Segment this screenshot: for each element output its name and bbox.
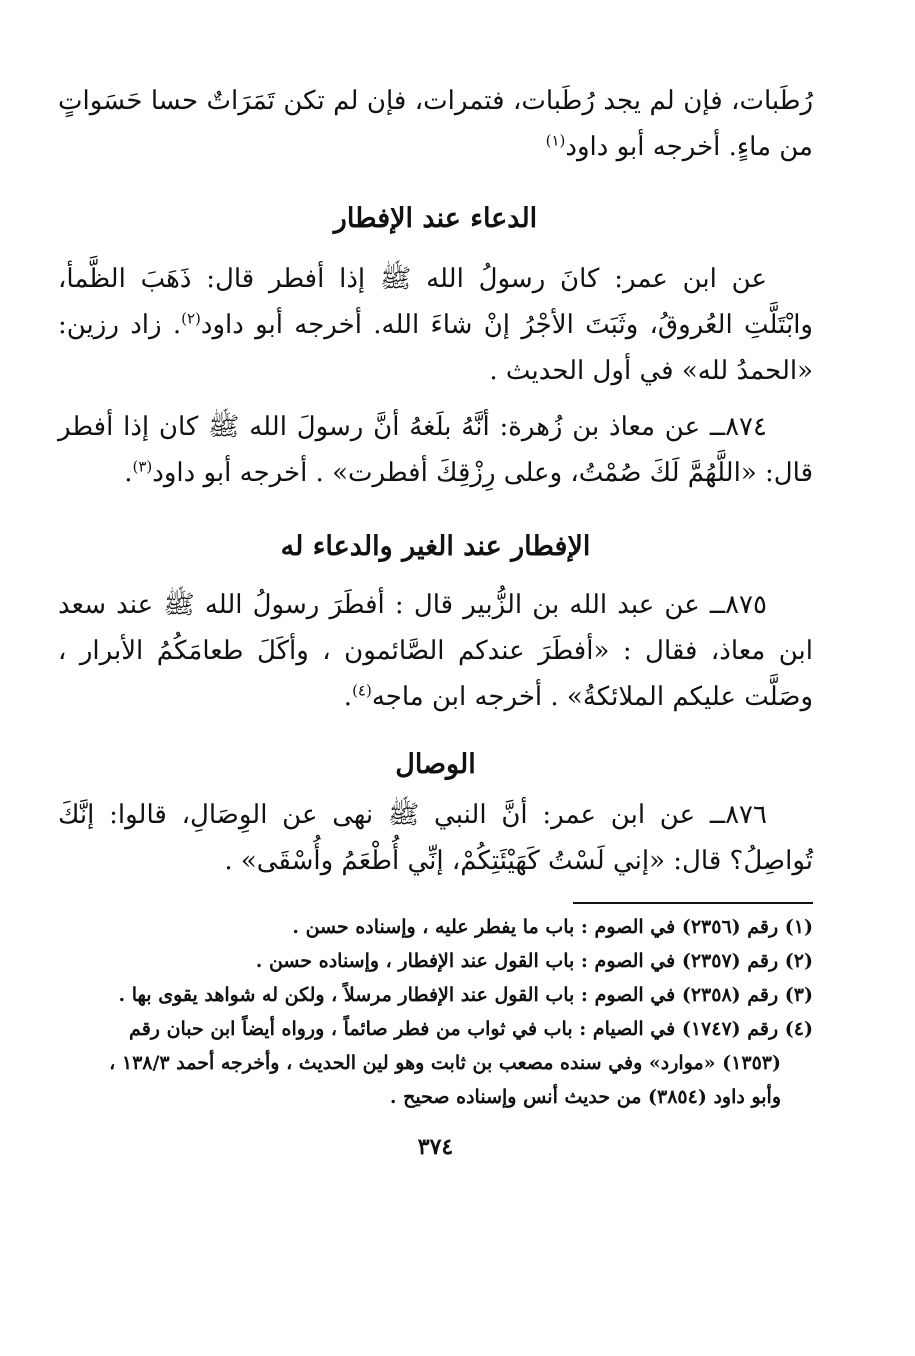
footnote-1: (١) رقم (٢٣٥٦) في الصوم : باب ما يفطر عليه ، وإسناده حسن . xyxy=(292,916,813,938)
hadith-874-tail: . xyxy=(124,458,133,488)
hadith-ibn-umar-tail: . زاد رزين: «الحمدُ لله» في أول الحديث . xyxy=(58,310,813,386)
section-heading-iftar-others: الإفطار عند الغير والدعاء له xyxy=(280,531,591,562)
page-body xyxy=(58,78,813,1160)
footnote-ref-2[interactable]: (٢) xyxy=(181,309,201,328)
section-heading-iftar-dua: الدعاء عند الإفطار xyxy=(333,203,538,234)
footnotes-block xyxy=(58,910,813,1114)
footnote-3: (٣) رقم (٢٣٥٨) في الصوم : باب القول عند الإفطار مرسلاً ، ولكن له شواهد يقوى بها . xyxy=(118,984,813,1006)
hadith-ibn-umar-text: عن ابن عمر: كانَ رسولُ الله ﷺ إذا أفطر قال: ذَهَبَ الظَّمأ، وابْتَلَّتِ العُروقُ، وثَبَتَ الأجْرُ إنْ شاءَ الله. أخرجه أبو داود xyxy=(58,264,813,340)
footnote-4: (٤) رقم (١٧٤٧) في الصيام : باب في ثواب من فطر صائماً ، ورواه أيضاً ابن حبان رقم xyxy=(129,1018,813,1040)
footnote-ref-3[interactable]: (٣) xyxy=(132,457,153,476)
footnote-ref-4[interactable]: (٤) xyxy=(352,681,372,700)
footnote-2: (٢) رقم (٢٣٥٧) في الصوم : باب القول عند الإفطار ، وإسناده حسن . xyxy=(255,950,813,972)
footnote-ref-1[interactable]: (١) xyxy=(545,131,566,150)
section-heading-wisal: الوصال xyxy=(395,749,476,780)
hadith-875-text: ٨٧٥ــ عن عبد الله بن الزُّبير قال : أفطَرَ رسولُ الله ﷺ عند سعد ابن معاذ، فقال : «أفطَرَ عندكم الصَّائمون ، وأكَلَ طعامَكُمُ الأبرار ، وصَلَّت عليكم الملائكةُ» . أخرجه ابن ماجه xyxy=(58,590,813,712)
hadith-875-paragraph xyxy=(58,582,813,720)
hadith-ibn-umar-paragraph xyxy=(58,256,813,394)
intro-paragraph xyxy=(58,78,813,170)
hadith-876-paragraph xyxy=(58,792,813,884)
footnote-4-continuation-2: وأبو داود (٣٨٥٤) من حديث أنس وإسناده صحيح . xyxy=(389,1086,781,1108)
page-number: ٣٧٤ xyxy=(417,1134,454,1160)
intro-text: رُطَبات، فإن لم يجد رُطَبات، فتمرات، فإن لم تكن تَمَرَاتٌ حسا حَسَواتٍ من ماءٍ. أخرجه أبو داود xyxy=(58,86,813,162)
hadith-875-tail: . xyxy=(343,682,353,712)
hadith-874-paragraph xyxy=(58,404,813,496)
hadith-876-text: ٨٧٦ــ عن ابن عمر: أنَّ النبي ﷺ نهى عن الوِصَالِ، قالوا: إنَّكَ تُواصِلُ؟ قال: «إني لَسْتُ كَهَيْئَتِكُمْ، إنِّي أُطْعَمُ وأُسْقَى» . xyxy=(58,800,813,876)
footnote-4-continuation-1: (١٣٥٣) «موارد» وفي سنده مصعب بن ثابت وهو لين الحديث ، وأخرجه أحمد ١٣٨/٣ ، xyxy=(109,1052,781,1074)
hadith-874-text: ٨٧٤ــ عن معاذ بن زُهرة: أنَّهُ بلَغهُ أنَّ رسولَ الله ﷺ كان إذا أفطر قال: «اللَّهُمَّ لَكَ صُمْتُ، وعلى رِزْقِكَ أفطرت» . أخرجه أبو داود xyxy=(58,412,813,488)
